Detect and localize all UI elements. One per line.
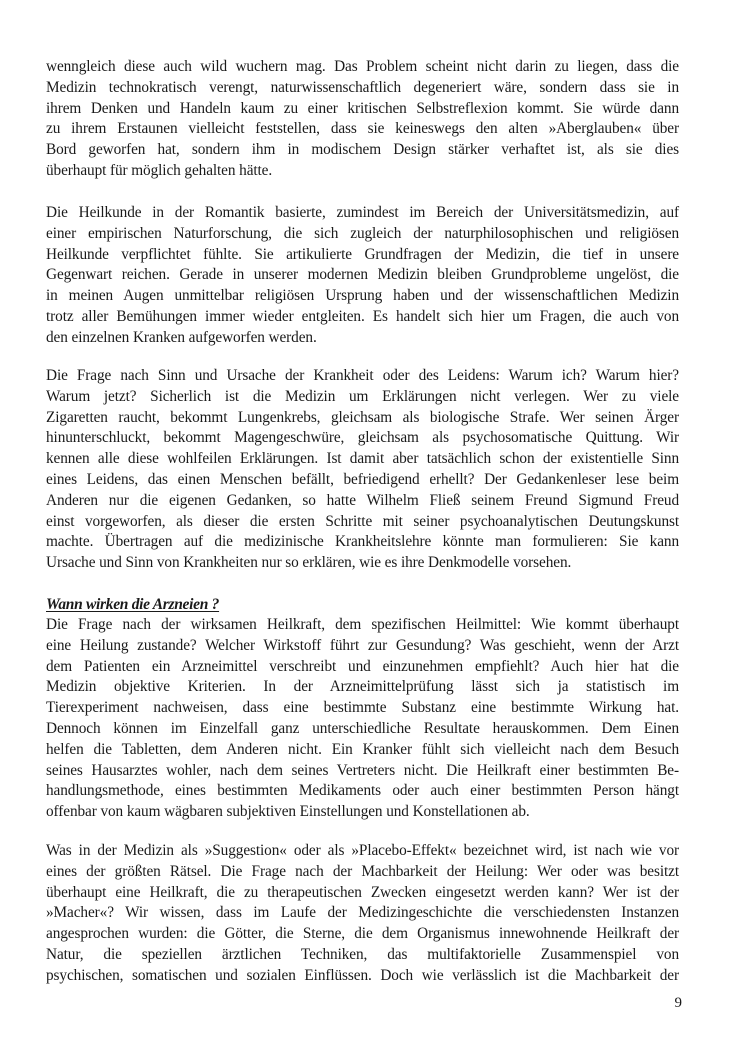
text-line: einer empirischen Naturforschung, die sich zugleich der naturphilosophischen und religiösen xyxy=(46,224,679,242)
text-line: Warum jetzt? Sicherlich ist die Medizin um Erklärungen nicht verlegen. Wer zu viele xyxy=(46,387,679,405)
text-line: einst vorgeworfen, als dieser die ersten Schritte mit seiner psychoanalytischen Deutungskunst xyxy=(46,512,679,530)
paragraph-3 xyxy=(46,366,679,574)
text-line: Die Frage nach der wirksamen Heilkraft, dem spezifischen Heilmittel: Wie kommt überhaupt xyxy=(46,616,679,633)
text-line: Zigaretten raucht, bekommt Lungenkrebs, gleichsam als biologische Strafe. Wer seinen Ärger xyxy=(46,408,679,426)
text-line: Bord geworfen hat, sondern ihm in modischem Design stärker verhaftet ist, als sie dies xyxy=(46,141,679,159)
text-line: helfen die Tabletten, dem Anderen nicht. Ein Kranker fühlt sich vielleicht nach dem Besuch xyxy=(46,740,679,758)
section-heading: Wann wirken die Arzneien ? xyxy=(46,596,220,613)
text-line: psychischen, somatischen und sozialen Einflüssen. Doch wie verlässlich ist die Machbarkeit der xyxy=(46,966,679,984)
text-line: Tierexperiment nachweisen, dass eine bestimmte Substanz eine bestimmte Wirkung hat. xyxy=(46,699,679,717)
text-line: dem Patienten ein Arzneimittel verschreibt und einzunehmen empfiehlt? Auch hier hat die xyxy=(46,657,679,675)
text-line: eine Heilung zustande? Welcher Wirkstoff führt zur Gesundung? Was geschieht, wenn der Arzt xyxy=(46,636,679,654)
paragraph-5 xyxy=(46,841,679,987)
text-line: wenngleich diese auch wild wuchern mag. Das Problem scheint nicht darin zu liegen, dass die xyxy=(46,58,679,75)
text-line: zu ihrem Erstaunen vielleicht feststellen, dass sie keineswegs den alten »Aberglauben« über xyxy=(46,120,679,138)
text-line: trotz aller Bemühungen immer wieder entgleiten. Es handelt sich hier um Fragen, die auch von xyxy=(46,307,679,325)
text-line: angesprochen wurden: die Götter, die Sterne, die dem Organismus innewohnende Heilkraft der xyxy=(46,925,679,943)
paragraph-4 xyxy=(46,615,679,823)
text-line: machte. Übertragen auf die medizinische Krankheitslehre könnte man formulieren: Sie kann xyxy=(46,533,679,551)
text-line: »Macher«? Wir wissen, dass im Laufe der Medizingeschichte die verschiedensten Instanzen xyxy=(46,904,679,922)
text-line: Anderen nur die eigenen Gedanken, so hatte Wilhelm Fließ seinem Freund Sigmund Freud xyxy=(46,491,679,509)
text-line: eines der größten Rätsel. Die Frage nach der Machbarkeit der Heilung: Wer oder was besitzt xyxy=(46,862,679,880)
text-line: ihrem Denken und Handeln kaum zu einer kritischen Selbstreflexion kommt. Sie würde dann xyxy=(46,99,679,117)
text-line: Dennoch können im Einzelfall ganz unterschiedliche Resultate herauskommen. Dem Einen xyxy=(46,719,679,737)
text-line: Was in der Medizin als »Suggestion« oder als »Placebo-Effekt« bezeichnet wird, ist nach wie vor xyxy=(46,842,679,859)
text-line: kennen alle diese wohlfeilen Erklärungen. Ist damit aber tatsächlich schon der existentielle Sinn xyxy=(46,450,679,468)
text-line: überhaupt für möglich gehalten hätte. xyxy=(46,161,273,179)
text-line: seines Hausarztes wohler, nach dem seines Vertreters nicht. Die Heilkraft einer bestimmten Be- xyxy=(46,761,679,779)
text-line: überhaupt eine Heilkraft, die zu therapeutischen Zwecken eingesetzt werden kann? Wer ist der xyxy=(46,883,679,901)
text-line: Die Heilkunde in der Romantik basierte, zumindest im Bereich der Universitätsmedizin, auf xyxy=(46,204,679,221)
paragraph-2 xyxy=(46,203,679,349)
text-line: Gegenwart reichen. Gerade in unserer modernen Medizin bleiben Grundprobleme ungelöst, die xyxy=(46,266,679,284)
text-line: Die Frage nach Sinn und Ursache der Krankheit oder des Leidens: Warum ich? Warum hier? xyxy=(46,367,679,384)
paragraph-1 xyxy=(46,57,679,182)
text-line: Medizin objektive Kriterien. In der Arzneimittelprüfung lässt sich ja statistisch im xyxy=(46,678,679,696)
text-line: den einzelnen Kranken aufgeworfen werden. xyxy=(46,328,317,346)
text-line: in meinen Augen unmittelbar religiösen Ursprung haben und der wissenschaftlichen Medizin xyxy=(46,287,679,305)
page-number: 9 xyxy=(674,995,682,1011)
text-line: Natur, die speziellen ärztlichen Techniken, das multifaktorielle Zusammenspiel von xyxy=(46,945,679,963)
text-line: Ursache und Sinn von Krankheiten nur so erklären, wie es ihre Denkmodelle vorsehen. xyxy=(46,554,572,572)
text-line: eines Leidens, das einen Menschen befällt, befriedigend erhellt? Der Gedankenleser lese beim xyxy=(46,470,679,488)
text-line: Medizin technokratisch verengt, naturwissenschaftlich degeneriert wäre, sondern dass sie in xyxy=(46,78,679,96)
text-line: handlungsmethode, eines bestimmten Medikaments oder auch einer bestimmten Person hängt xyxy=(46,782,679,800)
text-line: offenbar von kaum wägbaren subjektiven Einstellungen und Konstellationen ab. xyxy=(46,803,530,821)
text-line: Heilkunde verpflichtet fühlte. Sie artikulierte Grundfragen der Medizin, die tief in unsere xyxy=(46,245,679,263)
text-line: hinunterschluckt, bekommt Magengeschwüre, gleichsam als psychosomatische Quittung. Wir xyxy=(46,429,679,447)
